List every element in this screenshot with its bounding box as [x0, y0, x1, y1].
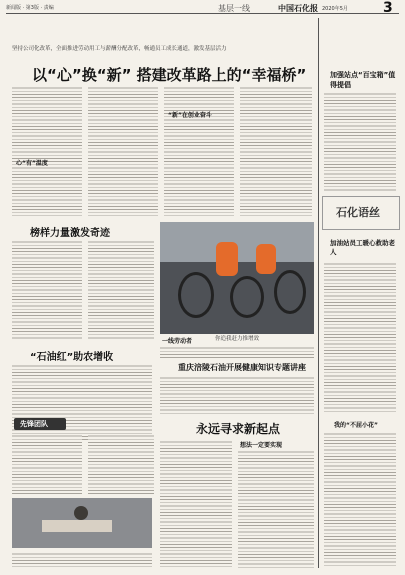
lead-body-col4: [240, 86, 312, 216]
lead-sub2: “新”在创业奋斗: [168, 112, 212, 119]
bottom-body-col2: [238, 450, 314, 568]
masthead: 中国石化报: [278, 3, 318, 13]
sidebar-title: 加强站点“百宝箱”值得提倡: [330, 71, 396, 89]
lead-body-col1: [12, 86, 82, 216]
left-story1-body2: [88, 240, 154, 340]
left-story3-body2: [88, 434, 154, 494]
center-story-title: 重庆涪陵石油开展健康知识专题讲座: [178, 363, 306, 372]
left-story2-body: [12, 364, 152, 442]
left-bottom-caption: [12, 552, 152, 568]
bottom-kicker: 想法一定要实现: [240, 442, 283, 449]
sidebar-body-3: [324, 432, 396, 567]
photo-caption-body: [160, 346, 314, 360]
section-label: 基层一线: [218, 4, 250, 13]
lead-sub1: 心“有”温度: [16, 160, 48, 167]
bottom-headline: 永远寻求新起点: [196, 422, 281, 436]
sidebar-body-2: [324, 262, 396, 412]
header-rule: [6, 13, 399, 14]
column-name: 石化语丝: [336, 206, 380, 219]
left-story1-body: [12, 240, 82, 340]
page-number: 3: [383, 0, 393, 16]
sidebar-note-title: 加油站员工暖心救助老人: [330, 239, 395, 256]
left-story1-title: 榜样力量激发奇迹: [30, 228, 110, 239]
header-date: 2020年5月: [322, 6, 348, 12]
lead-kicker: 坚持公司化改革，全面推进劳动用工与薪酬分配改革，畅通员工成长通道，激发基层活力: [12, 46, 227, 52]
left-story3-body: [12, 434, 82, 494]
photo-title: 一线劳动者: [162, 338, 193, 345]
sidebar-body-1: [324, 92, 396, 192]
left-bottom-photo: [12, 498, 152, 548]
sidebar-bottom-title: 我的“不屈小花”: [334, 422, 378, 429]
center-story-body: [160, 376, 314, 414]
photo-caption: 你追我赶力推增效: [215, 336, 260, 342]
left-story3-title: 先锋团队: [20, 420, 48, 428]
lead-body-col2: [88, 86, 158, 216]
sidebar-divider: [318, 18, 319, 568]
left-story2-title: “石油红”助农增收: [30, 352, 114, 363]
center-photo: [160, 222, 314, 334]
lead-headline: 以“心”换“新” 搭建改革路上的“幸福桥”: [32, 66, 307, 84]
bottom-body-col1: [160, 440, 232, 568]
lead-body-col3: [164, 86, 234, 216]
header-left-info: 新闻版 · 第3版 · 责编: [6, 5, 54, 11]
